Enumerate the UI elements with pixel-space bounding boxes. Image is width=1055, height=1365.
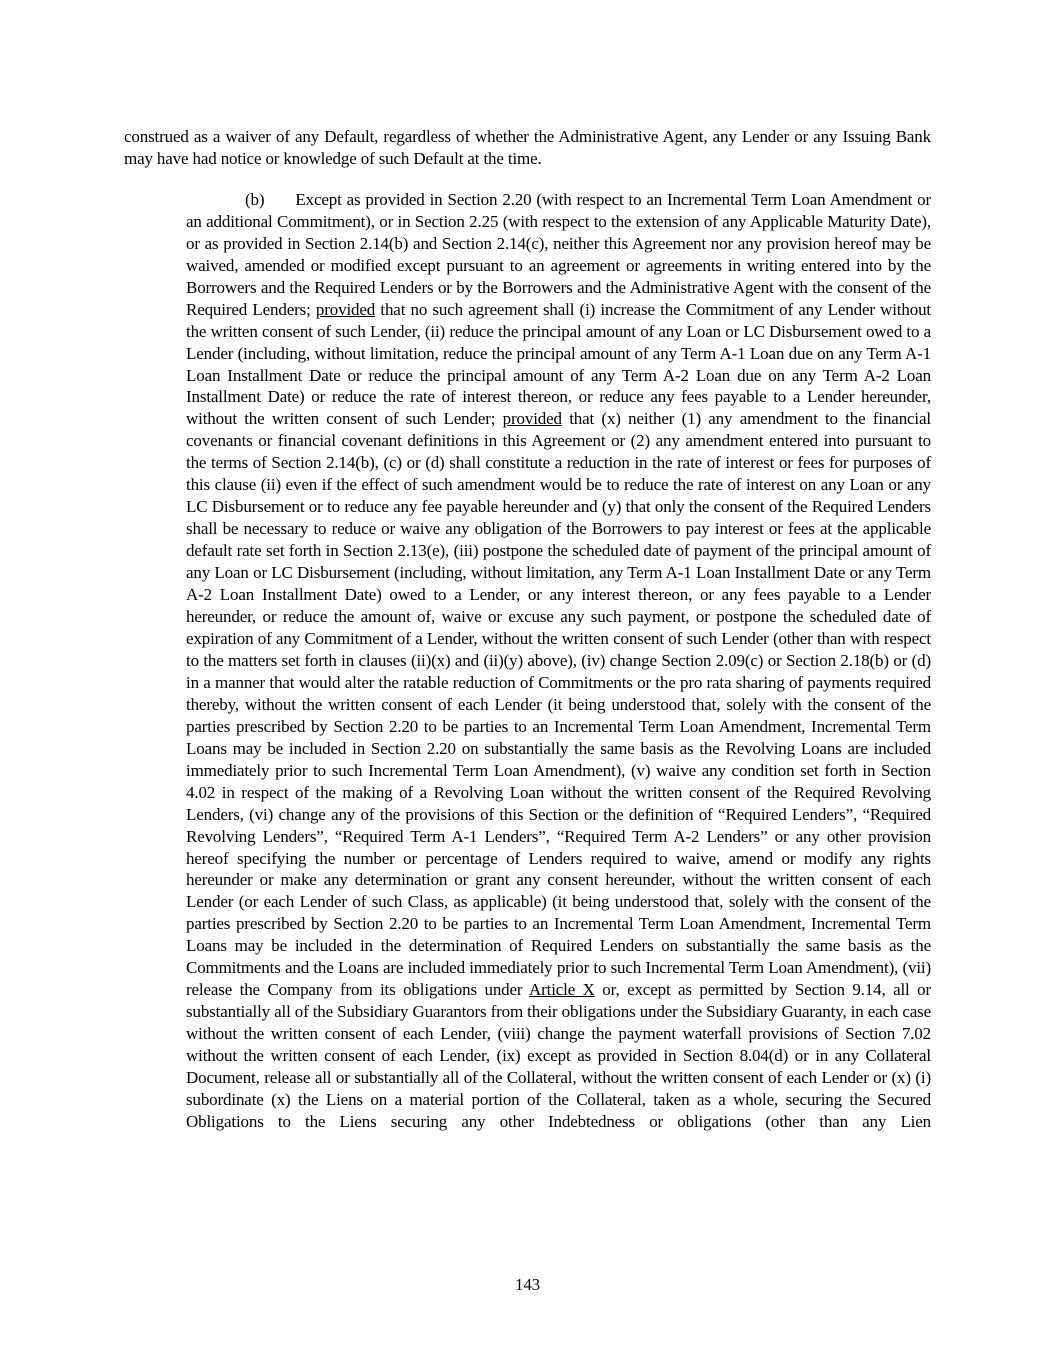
paragraph-b-text: Except as provided in Section 2.20 (with respect to an Incremental Term Loan Amendment or an additional Commitment), or in Section 2.25 (with respect to the extension of any Applicable Maturity Date), or as provided in Section 2.14(b) and Section 2.14(c), neither this Agreement nor any provision hereof may be waived, amended or modified except pursuant to an agreement or agreements in writing entered into by the Borrowers and the Required Lenders or by the Borrowers and the Administrative Agent with the consent of the Required Lenders; provided that no such agreement shall (i) increase the Commitment of any Lender without the written consent of such Lender, (ii) reduce the principal amount of any Loan or LC Disbursement owed to a Lender (including, without limitation, reduce the principal amount of any Term A-1 Loan due on any Term A-1 Loan Installment Date or reduce the principal amount of any Term A-2 Loan due on any Term A-2 Loan Installment Date) or reduce the rate of interest thereon, or reduce any fees payable to a Lender hereunder, without the written consent of such Lender; provided that (x) neither (1) any amendment to the financial covenants or financial covenant definitions in this Agreement or (2) any amendment entered into pursuant to the terms of Section 2.14(b), (c) or (d) shall constitute a reduction in the rate of interest or fees for purposes of this clause (ii) even if the effect of such amendment would be to reduce the rate of interest on any Loan or any LC Disbursement or to reduce any fee payable hereunder and (y) that only the consent of the Required Lenders shall be necessary to reduce or waive any obligation of the Borrowers to pay interest or fees at the applicable default rate set forth in Section 2.13(e), (iii) postpone the scheduled date of payment of the principal amount of any Loan or LC Disbursement (including, without limitation, any Term A-1 Loan Installment Date or any Term A-2 Loan Installment Date) owed to a Lender, or any interest thereon, or any fees payable to a Lender hereunder, or reduce the amount of, waive or excuse any such payment, or postpone the scheduled date of expiration of any Commitment of a Lender, without the written consent of such Lender (other than with respect to the matters set forth in clauses (ii)(x) and (ii)(y) above), (iv) change Section 2.09(c) or Section 2.18(b) or (d) in a manner that would alter the ratable reduction of Commitments or the pro rata sharing of payments required thereby, without the written consent of each Lender (it being understood that, solely with the consent of the parties prescribed by Section 2.20 to be parties to an Incremental Term Loan Amendment, Incremental Term Loans may be included in Section 2.20 on substantially the same basis as the Revolving Loans are included immediately prior to such Incremental Term Loan Amendment), (v) waive any condition set forth in Section 4.02 in respect of the making of a Revolving Loan without the written consent of the Required Revolving Lenders, (vi) change any of the provisions of this Section or the definition of “Required Lenders”, “Required Revolving Lenders”, “Required Term A-1 Lenders”, “Required Term A-2 Lenders” or any other provision hereof specifying the number or percentage of Lenders required to waive, amend or modify any rights hereunder or make any determination or grant any consent hereunder, without the written consent of each Lender (or each Lender of such Class, as applicable) (it being understood that, solely with the consent of the parties prescribed by Section 2.20 to be parties to an Incremental Term Loan Amendment, Incremental Term Loans may be included in the determination of Required Lenders on substantially the same basis as the Commitments and the Loans are included immediately prior to such Incremental Term Loan Amendment), (vii) release the Company from its obligations under Article X or, except as permitted by Section 9.14, all or substantially all of the Subsidiary Guarantors from their obligations under the Subsidiary Guaranty, in each case without the written consent of each Lender, (viii) change the payment waterfall provisions of Section 7.02 without the written consent of each Lender, (ix) except as provided in Section 8.04(d) or in any Collateral Document, release all or substantially all of the Collateral, without the written consent of each Lender or (x) (i) subordinate (x) the Liens on a material portion of the Collateral, taken as a whole, securing the Secured Obligations to the Liens securing any other Indebtedness or obligations (other than any Lien bbox=[186, 189, 931, 1131]
paragraph-b bbox=[186, 189, 931, 1133]
paragraph-b-label: (b) bbox=[245, 189, 265, 209]
page-content bbox=[124, 126, 931, 1133]
paragraph-intro: construed as a waiver of any Default, regardless of whether the Administrative Agent, any Lender or any Issuing Bank may have had notice or knowledge of such Default at the time. bbox=[124, 127, 931, 168]
page-number: 143 bbox=[514, 1275, 541, 1294]
